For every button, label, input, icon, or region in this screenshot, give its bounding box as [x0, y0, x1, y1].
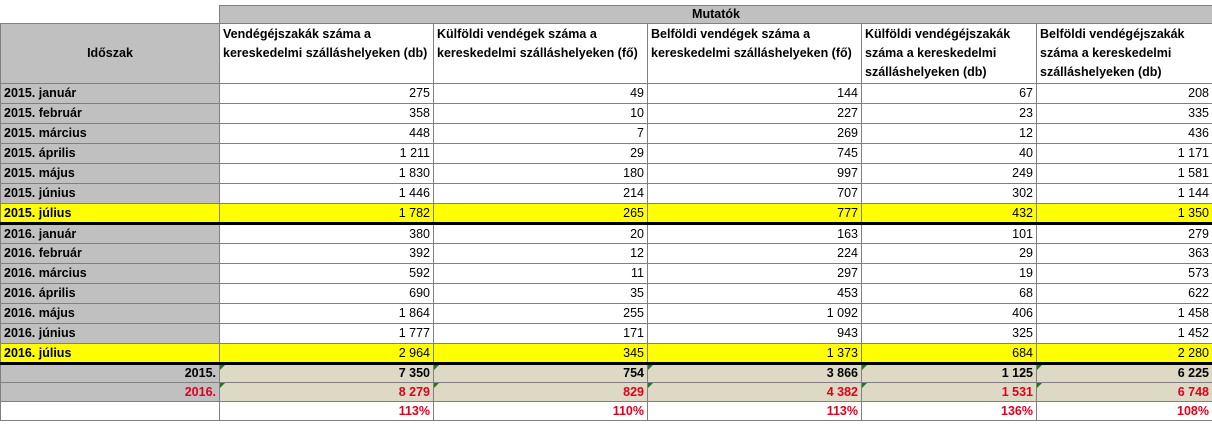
value-cell[interactable]: 171: [434, 323, 648, 343]
value-cell[interactable]: 1 446: [220, 183, 434, 203]
value-cell[interactable]: 1 777: [220, 323, 434, 343]
value-cell[interactable]: 592: [220, 263, 434, 283]
percent-cell[interactable]: 136%: [862, 401, 1037, 420]
total-label[interactable]: 2016.: [1, 382, 220, 401]
period-cell[interactable]: 2015. június: [1, 183, 220, 203]
value-cell[interactable]: 7: [434, 123, 648, 143]
value-cell[interactable]: 11: [434, 263, 648, 283]
value-cell[interactable]: 144: [648, 83, 862, 103]
value-cell[interactable]: 707: [648, 183, 862, 203]
value-cell[interactable]: 29: [434, 143, 648, 163]
table-row: [1, 123, 1212, 143]
value-cell[interactable]: 269: [648, 123, 862, 143]
value-cell[interactable]: 163: [648, 223, 862, 243]
value-cell[interactable]: 23: [862, 103, 1037, 123]
value-cell[interactable]: 214: [434, 183, 648, 203]
table-row: [1, 163, 1212, 183]
table-row: [1, 143, 1212, 163]
value-cell[interactable]: 1 092: [648, 303, 862, 323]
formula-marker-icon: [648, 383, 653, 388]
period-cell[interactable]: 2016. május: [1, 303, 220, 323]
value-cell[interactable]: 448: [220, 123, 434, 143]
value-cell[interactable]: 684: [862, 343, 1037, 363]
total-cell[interactable]: 6 748: [1037, 382, 1212, 401]
value-cell[interactable]: 1 211: [220, 143, 434, 163]
value-cell[interactable]: 249: [862, 163, 1037, 183]
column-header[interactable]: Vendégéjszakák száma a kereskedelmi szálláshelyeken (db): [220, 23, 434, 83]
value-cell[interactable]: 279: [1037, 223, 1212, 243]
formula-marker-icon: [434, 365, 439, 370]
table-row: [1, 103, 1212, 123]
table-row: [1, 303, 1212, 323]
percent-cell[interactable]: 110%: [434, 401, 648, 420]
table-row: [1, 283, 1212, 303]
empty-cell[interactable]: [1, 401, 220, 420]
period-cell[interactable]: 2015. július: [1, 203, 220, 223]
formula-marker-icon: [1037, 383, 1042, 388]
totals-row-2016: [1, 382, 1212, 401]
period-cell[interactable]: 2015. április: [1, 143, 220, 163]
highlighted-row: [1, 203, 1212, 223]
value-cell[interactable]: 453: [648, 283, 862, 303]
total-cell[interactable]: 1 125: [862, 363, 1037, 382]
value-cell[interactable]: 997: [648, 163, 862, 183]
period-cell[interactable]: 2015. január: [1, 83, 220, 103]
table-row: [1, 83, 1212, 103]
period-cell[interactable]: 2015. május: [1, 163, 220, 183]
value-cell[interactable]: 35: [434, 283, 648, 303]
value-cell[interactable]: 380: [220, 223, 434, 243]
value-cell[interactable]: 20: [434, 223, 648, 243]
formula-marker-icon: [862, 365, 867, 370]
value-cell[interactable]: 10: [434, 103, 648, 123]
value-cell[interactable]: 224: [648, 243, 862, 263]
value-cell[interactable]: 345: [434, 343, 648, 363]
value-cell[interactable]: 1 830: [220, 163, 434, 183]
table-row: [1, 323, 1212, 343]
value-cell[interactable]: 1 373: [648, 343, 862, 363]
percent-cell[interactable]: 113%: [220, 401, 434, 420]
value-cell[interactable]: 1 350: [1037, 203, 1212, 223]
table-row: [1, 243, 1212, 263]
value-cell[interactable]: 67: [862, 83, 1037, 103]
period-cell[interactable]: 2016. január: [1, 223, 220, 243]
formula-marker-icon: [434, 383, 439, 388]
value-cell[interactable]: 432: [862, 203, 1037, 223]
value-cell[interactable]: 392: [220, 243, 434, 263]
value-cell[interactable]: 29: [862, 243, 1037, 263]
total-cell[interactable]: 1 531: [862, 382, 1037, 401]
value-cell[interactable]: 406: [862, 303, 1037, 323]
value-cell[interactable]: 1 864: [220, 303, 434, 323]
total-cell[interactable]: 8 279: [220, 382, 434, 401]
totals-row-2015: [1, 363, 1212, 382]
value-cell[interactable]: 12: [434, 243, 648, 263]
value-cell[interactable]: 1 782: [220, 203, 434, 223]
period-cell[interactable]: 2015. március: [1, 123, 220, 143]
value-cell[interactable]: 325: [862, 323, 1037, 343]
table-row: [1, 183, 1212, 203]
total-cell[interactable]: 4 382: [648, 382, 862, 401]
period-cell[interactable]: 2016. március: [1, 263, 220, 283]
value-cell[interactable]: 1 452: [1037, 323, 1212, 343]
value-cell[interactable]: 436: [1037, 123, 1212, 143]
value-cell[interactable]: 1 171: [1037, 143, 1212, 163]
value-cell[interactable]: 2 964: [220, 343, 434, 363]
value-cell[interactable]: 363: [1037, 243, 1212, 263]
column-header[interactable]: Belföldi vendégéjszakák száma a kereskedelmi szálláshelyeken (db): [1037, 23, 1212, 83]
total-cell[interactable]: 829: [434, 382, 648, 401]
value-cell[interactable]: 275: [220, 83, 434, 103]
value-cell[interactable]: 358: [220, 103, 434, 123]
value-cell[interactable]: 1 458: [1037, 303, 1212, 323]
value-cell[interactable]: 12: [862, 123, 1037, 143]
value-cell[interactable]: 777: [648, 203, 862, 223]
formula-marker-icon: [648, 365, 653, 370]
period-cell[interactable]: 2015. február: [1, 103, 220, 123]
value-cell[interactable]: 690: [220, 283, 434, 303]
total-cell[interactable]: 3 866: [648, 363, 862, 382]
value-cell[interactable]: 40: [862, 143, 1037, 163]
percent-row: [1, 401, 1212, 420]
value-cell[interactable]: 49: [434, 83, 648, 103]
formula-marker-icon: [220, 365, 225, 370]
percent-cell[interactable]: 113%: [648, 401, 862, 420]
column-header[interactable]: Külföldi vendégéjszakák száma a kereskedelmi szálláshelyeken (db): [862, 23, 1037, 83]
value-cell[interactable]: 302: [862, 183, 1037, 203]
group-header-mutatok[interactable]: Mutatók: [220, 5, 1212, 23]
period-column-header[interactable]: Időszak: [1, 23, 220, 83]
value-cell[interactable]: 2 280: [1037, 343, 1212, 363]
formula-marker-icon: [1037, 365, 1042, 370]
column-header[interactable]: Külföldi vendégek száma a kereskedelmi szálláshelyeken (fő): [434, 23, 648, 83]
value-cell[interactable]: 255: [434, 303, 648, 323]
value-cell[interactable]: 265: [434, 203, 648, 223]
period-cell[interactable]: 2016. június: [1, 323, 220, 343]
total-label[interactable]: 2015.: [1, 363, 220, 382]
percent-cell[interactable]: 108%: [1037, 401, 1212, 420]
column-header[interactable]: Belföldi vendégek száma a kereskedelmi szálláshelyeken (fő): [648, 23, 862, 83]
value-cell[interactable]: 227: [648, 103, 862, 123]
highlighted-row: [1, 343, 1212, 363]
period-cell[interactable]: 2016. július: [1, 343, 220, 363]
value-cell[interactable]: 335: [1037, 103, 1212, 123]
value-cell[interactable]: 943: [648, 323, 862, 343]
value-cell[interactable]: 573: [1037, 263, 1212, 283]
value-cell[interactable]: 208: [1037, 83, 1212, 103]
value-cell[interactable]: 1 144: [1037, 183, 1212, 203]
value-cell[interactable]: 745: [648, 143, 862, 163]
table-row: [1, 263, 1212, 283]
total-cell[interactable]: 7 350: [220, 363, 434, 382]
value-cell[interactable]: 19: [862, 263, 1037, 283]
period-cell[interactable]: 2016. április: [1, 283, 220, 303]
formula-marker-icon: [862, 383, 867, 388]
value-cell[interactable]: 180: [434, 163, 648, 183]
formula-marker-icon: [220, 383, 225, 388]
total-cell[interactable]: 6 225: [1037, 363, 1212, 382]
value-cell[interactable]: 101: [862, 223, 1037, 243]
period-cell[interactable]: 2016. február: [1, 243, 220, 263]
value-cell[interactable]: 297: [648, 263, 862, 283]
total-cell[interactable]: 754: [434, 363, 648, 382]
value-cell[interactable]: 622: [1037, 283, 1212, 303]
table-row: [1, 223, 1212, 243]
value-cell[interactable]: 1 581: [1037, 163, 1212, 183]
value-cell[interactable]: 68: [862, 283, 1037, 303]
